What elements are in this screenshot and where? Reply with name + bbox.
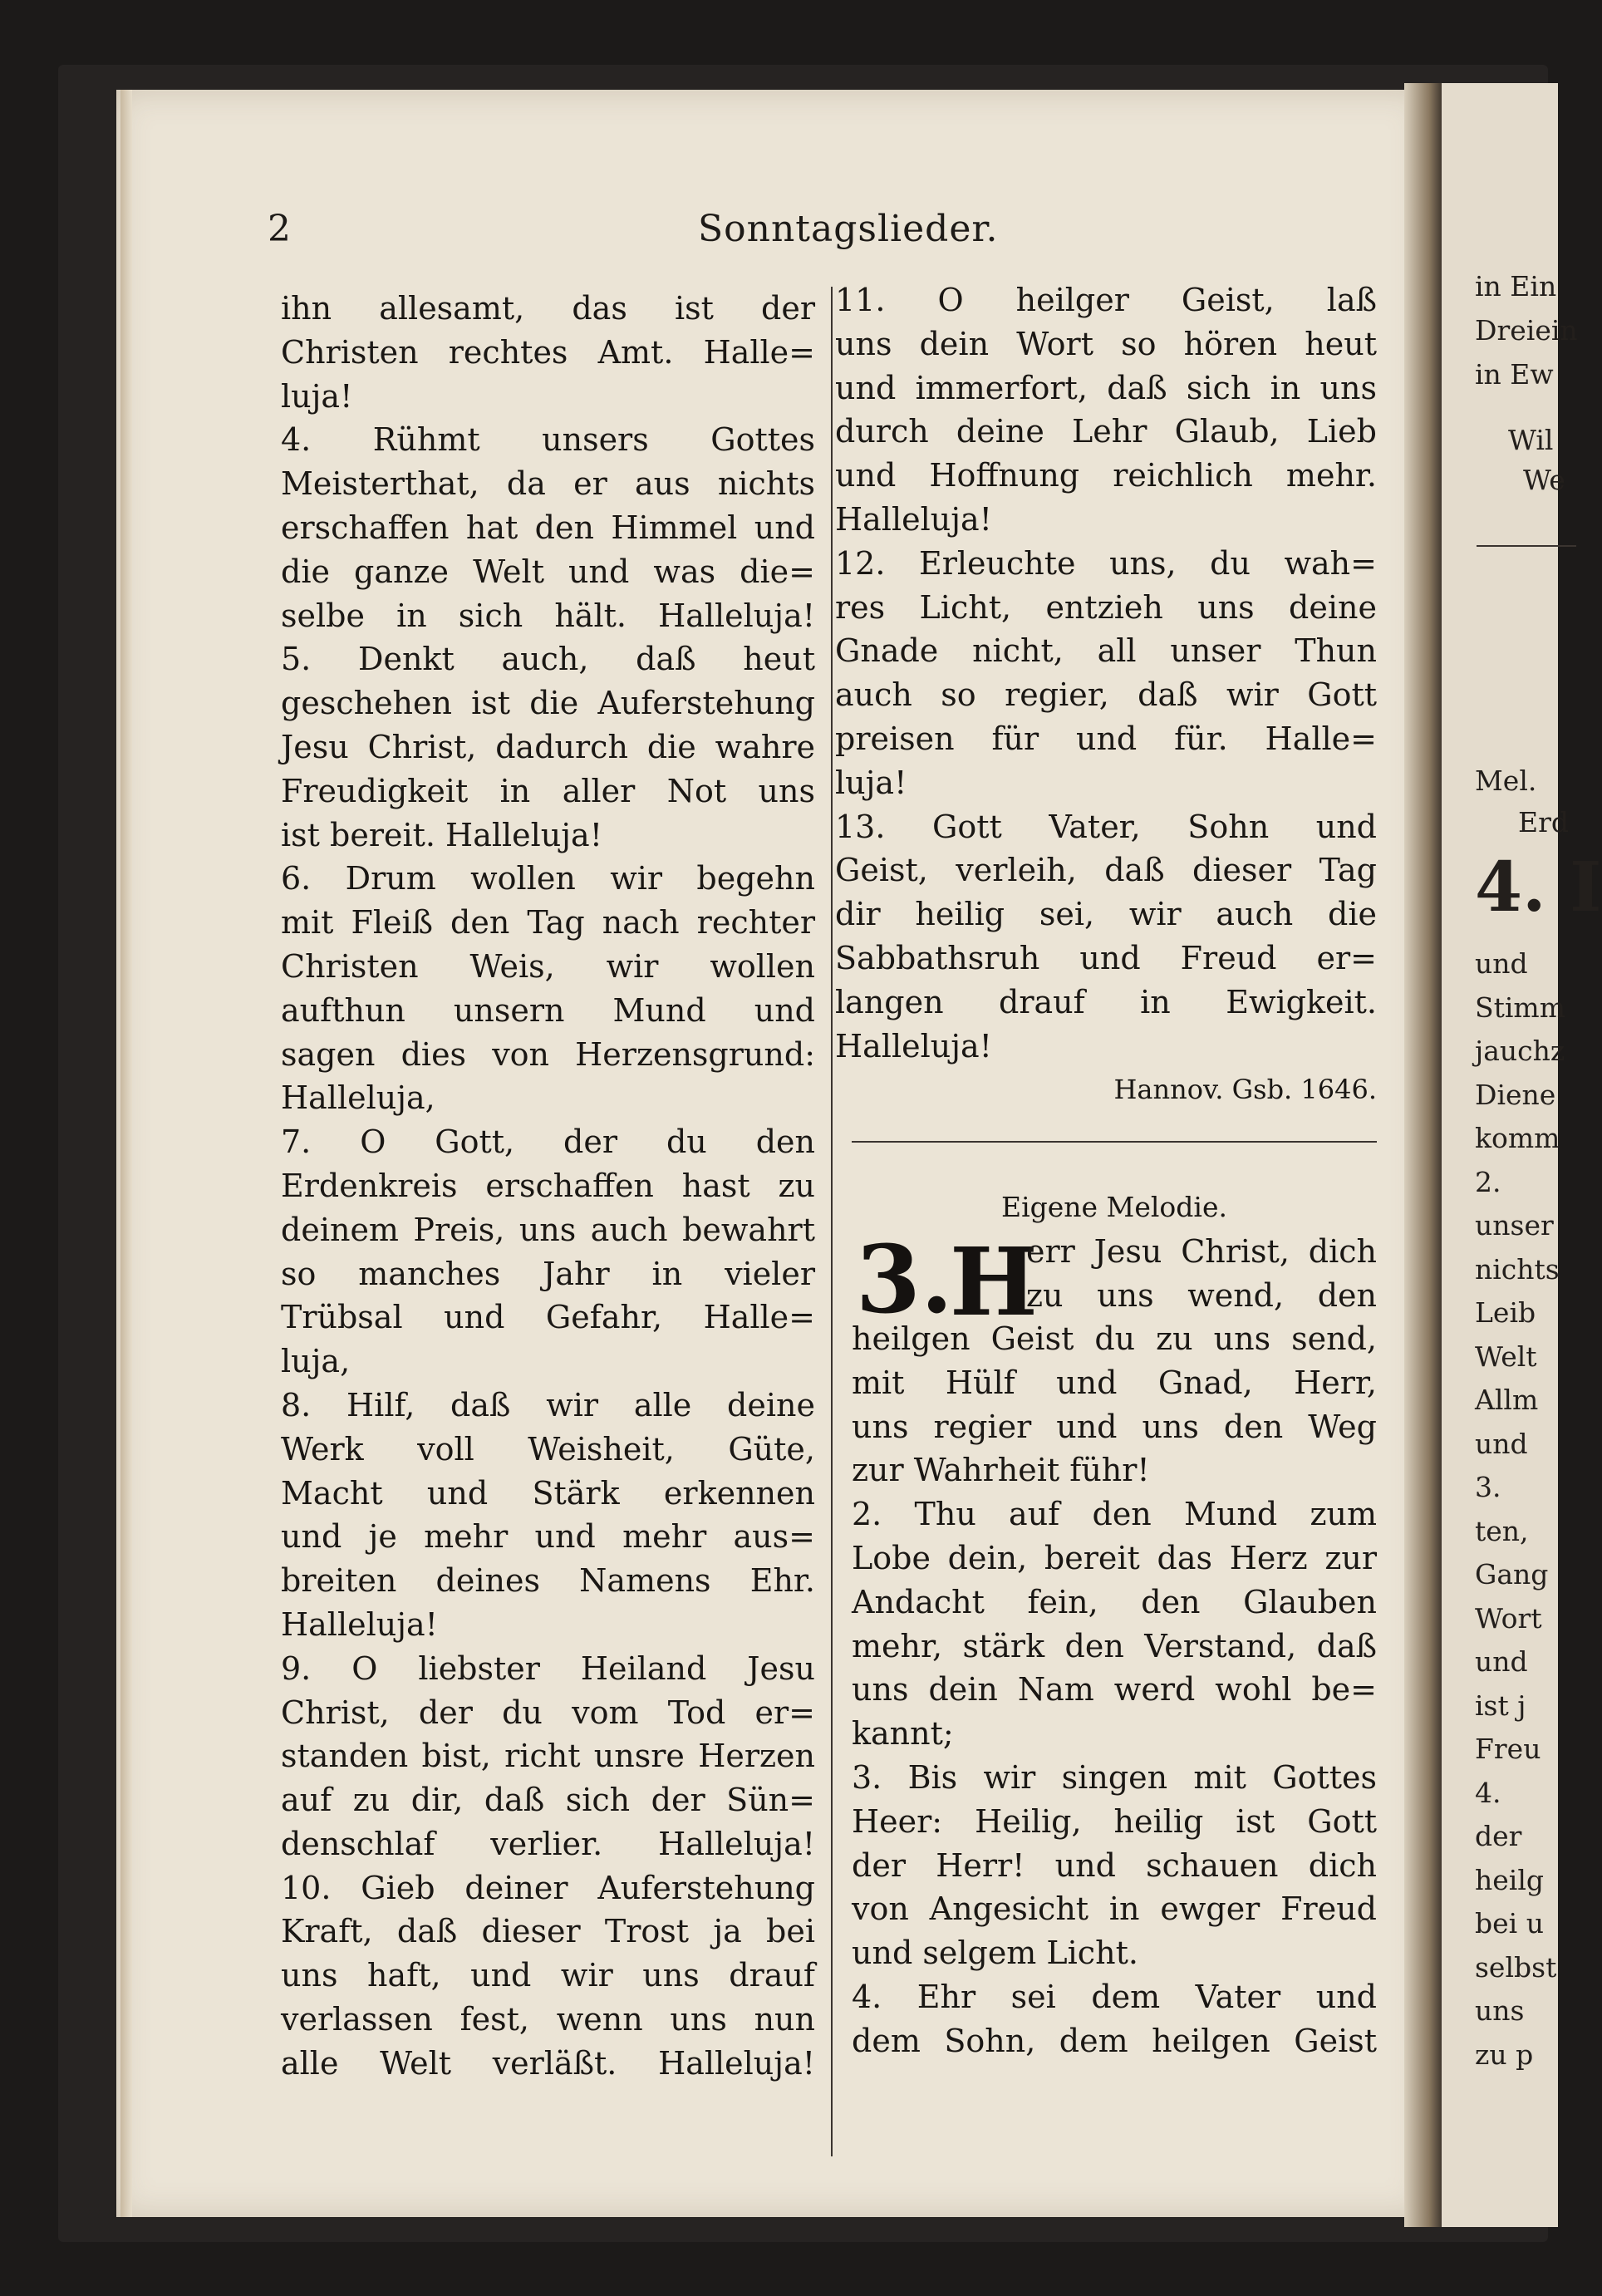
text-line: Halleluja! [281, 1605, 438, 1643]
text-line: aufthun unsern Mund und [281, 991, 815, 1029]
running-title: Sonntagslieder. [698, 208, 999, 250]
text-line: luja! [281, 377, 353, 415]
text-line: auf zu dir, daß sich der Sün= [281, 1782, 815, 1819]
text-line: 13. Gott Vater, Sohn und [835, 808, 1377, 845]
text-line: dir heilig sei, wir auch die [835, 896, 1377, 933]
text-line: Halleluja! [835, 500, 992, 538]
next-page-line: Welt [1475, 1340, 1537, 1373]
page-number: 2 [268, 208, 291, 250]
next-page-line: Allm [1475, 1384, 1539, 1416]
text-line: standen bist, richt unsre Herzen [281, 1738, 815, 1775]
next-page-line: bei u [1475, 1907, 1544, 1940]
next-page-line: Freu [1475, 1733, 1541, 1765]
next-page-rule [1477, 545, 1576, 547]
text-line: 8. Hilf, daß wir alle deine [281, 1386, 815, 1423]
text-line: Jesu Christ, dadurch die wahre [281, 728, 815, 765]
text-line: Erdenkreis erschaffen hast zu [281, 1167, 815, 1204]
text-line: geschehen ist die Auferstehung [281, 685, 815, 722]
hymn-opening-lines [1026, 1230, 1377, 1318]
text-line: Gnade nicht, all unser Thun [835, 632, 1377, 670]
drop-cap-letter: H [950, 1228, 1038, 1337]
hymn-number: 3. [856, 1226, 953, 1335]
text-line: res Licht, entzieh uns deine [835, 588, 1377, 626]
next-page-line: uns [1475, 1994, 1525, 2027]
next-page-line: 4. [1475, 1776, 1501, 1809]
next-page-line: der [1475, 1820, 1522, 1852]
hymn-source-block [835, 1068, 1377, 1112]
text-line: und immerfort, daß sich in uns [835, 369, 1377, 406]
text-line: uns dein Wort so hören heut [835, 325, 1377, 362]
text-line: uns dein Nam werd wohl be= [852, 1671, 1377, 1708]
text-line: 4. Ehr sei dem Vater und [852, 1978, 1377, 2015]
text-line: Macht und Stärk erkennen [281, 1474, 815, 1512]
text-line: Werk voll Weisheit, Güte, [281, 1430, 815, 1468]
text-line: Lobe dein, bereit das Herz zur [852, 1539, 1377, 1576]
text-line: verlassen fest, wenn uns nun [281, 2001, 815, 2038]
next-page-line: unser [1475, 1209, 1554, 1241]
text-line: 3. Bis wir singen mit Gottes [852, 1758, 1377, 1796]
text-line: durch deine Lehr Glaub, Lieb [835, 413, 1377, 450]
next-page-line: in Ein [1475, 270, 1557, 302]
melody-heading: Eigene Melodie. [1000, 1191, 1227, 1223]
text-line: luja! [835, 764, 907, 801]
next-page-line: Wort [1475, 1601, 1542, 1635]
text-line: Freudigkeit in aller Not uns [281, 772, 815, 809]
book-gutter [1404, 83, 1446, 2227]
text-line: 6. Drum wollen wir begehn [281, 860, 815, 897]
text-line: alle Welt verläßt. Halleluja! [281, 2044, 815, 2082]
text-line: und selgem Licht. [852, 1935, 1138, 1972]
text-line: Meisterthat, da er aus nichts [281, 465, 815, 503]
text-line: der Herr! und schauen dich [852, 1846, 1377, 1884]
text-line: ihn allesamt, das ist der [281, 290, 815, 327]
next-page-line: 3. [1475, 1471, 1501, 1503]
text-line: und Hoffnung reichlich mehr. [835, 457, 1377, 494]
next-page-line: in Ew [1475, 358, 1554, 391]
text-line: mit Fleiß den Tag nach rechter [281, 904, 815, 942]
text-line: mehr, stärk den Verstand, daß [852, 1627, 1377, 1664]
text-line: Halleluja! [835, 1027, 992, 1064]
text-line: Kraft, daß dieser Trost ja bei [281, 1913, 815, 1950]
next-page-hymn-number: 4. I [1475, 848, 1602, 927]
hymn-3-text [852, 1317, 1377, 2063]
column-divider [831, 287, 833, 2156]
text-line: so manches Jahr in vieler [281, 1255, 815, 1292]
text-line: Christ, der du vom Tod er= [281, 1694, 815, 1731]
text-line: dem Sohn, dem heilgen Geist [852, 2022, 1377, 2059]
text-line: Christen rechtes Amt. Halle= [281, 333, 815, 371]
text-line: 7. O Gott, der du den [281, 1123, 815, 1161]
next-page-line: selbst [1475, 1950, 1557, 1984]
next-page-line: 2. [1475, 1165, 1501, 1198]
text-line: Sabbathsruh und Freud er= [835, 939, 1377, 976]
text-line: auch so regier, daß wir Gott [835, 676, 1377, 714]
next-page-line: zu p [1475, 2038, 1534, 2071]
text-line: Heer: Heilig, heilig ist Gott [852, 1802, 1377, 1840]
text-line: deinem Preis, uns auch bewahrt [281, 1211, 815, 1248]
text-line: preisen für und für. Halle= [835, 720, 1377, 757]
text-line: 12. Erleuchte uns, du wah= [835, 544, 1377, 582]
section-divider [852, 1141, 1377, 1143]
text-line: breiten deines Namens Ehr. [281, 1562, 815, 1600]
next-page-fragment [1442, 83, 1602, 2227]
text-line: luja, [281, 1343, 351, 1380]
next-page-line: nichts [1475, 1252, 1560, 1286]
next-page-line: Dreiein [1475, 314, 1578, 347]
text-line: und je mehr und mehr aus= [281, 1518, 815, 1556]
next-page-line: Leib [1475, 1296, 1536, 1329]
next-page-line: heilg [1475, 1863, 1545, 1896]
page-edge [120, 90, 132, 2217]
next-page-line: Gang [1475, 1558, 1549, 1590]
next-page-line: ist j [1475, 1689, 1526, 1722]
text-line: Christen Weis, wir wollen [281, 947, 815, 985]
right-text-column-top [835, 278, 1377, 1068]
next-page-line: Erd [1518, 806, 1569, 838]
text-line: 2. Thu auf den Mund zum [852, 1496, 1377, 1533]
text-line: heilgen Geist du zu uns send, [852, 1320, 1377, 1357]
next-page-line: und [1475, 1427, 1528, 1460]
next-page-line: komm [1475, 1122, 1560, 1154]
text-line: Geist, verleih, daß dieser Tag [835, 852, 1377, 889]
text-line: zur Wahrheit führ! [852, 1452, 1150, 1489]
text-line: sagen dies von Herzensgrund: [281, 1035, 815, 1073]
text-line: 11. O heilger Geist, laß [835, 282, 1377, 318]
next-page-line: und [1475, 947, 1528, 980]
text-line: ist bereit. Halleluja! [281, 816, 602, 853]
text-line: Trübsal und Gefahr, Halle= [281, 1299, 815, 1336]
text-line: uns regier und uns den Weg [852, 1408, 1377, 1445]
hymn-first-line: err Jesu Christ, dich [1026, 1233, 1377, 1270]
left-text-column [281, 287, 815, 2086]
text-line: 5. Denkt auch, daß heut [281, 641, 815, 678]
next-page-line: We [1523, 464, 1565, 496]
next-page-line: Diene [1475, 1078, 1556, 1111]
text-line: mit Hülf und Gnad, Herr, [852, 1364, 1377, 1401]
text-line: denschlaf verlier. Halleluja! [281, 1825, 815, 1862]
next-page-line: Mel. [1475, 765, 1537, 797]
text-line: uns haft, und wir uns drauf [281, 1957, 815, 1994]
text-line: 10. Gieb deiner Auferstehung [281, 1869, 815, 1906]
text-line: Halleluja, [281, 1079, 435, 1117]
text-line: Andacht fein, den Glauben [852, 1583, 1377, 1620]
text-line: von Angesicht in ewger Freud [852, 1890, 1377, 1928]
next-page-line: Wil [1508, 424, 1554, 456]
next-page-line: und [1475, 1645, 1528, 1678]
hymn-second-line: zu uns wend, den [1026, 1276, 1377, 1314]
text-line: 4. Rühmt unsers Gottes [281, 421, 815, 459]
text-line: 9. O liebster Heiland Jesu [281, 1649, 815, 1687]
hymn-source: Hannov. Gsb. 1646. [1113, 1074, 1377, 1105]
text-line: die ganze Welt und was die= [281, 553, 815, 590]
text-line: langen drauf in Ewigkeit. [835, 983, 1377, 1020]
text-line: erschaffen hat den Himmel und [281, 509, 815, 546]
next-page-line: Stimm [1475, 991, 1566, 1024]
next-page-line: ten, [1475, 1514, 1529, 1547]
next-page-line: jauchz [1475, 1035, 1565, 1067]
text-line: kannt; [852, 1715, 954, 1753]
text-line: selbe in sich hält. Halleluja! [281, 597, 815, 634]
